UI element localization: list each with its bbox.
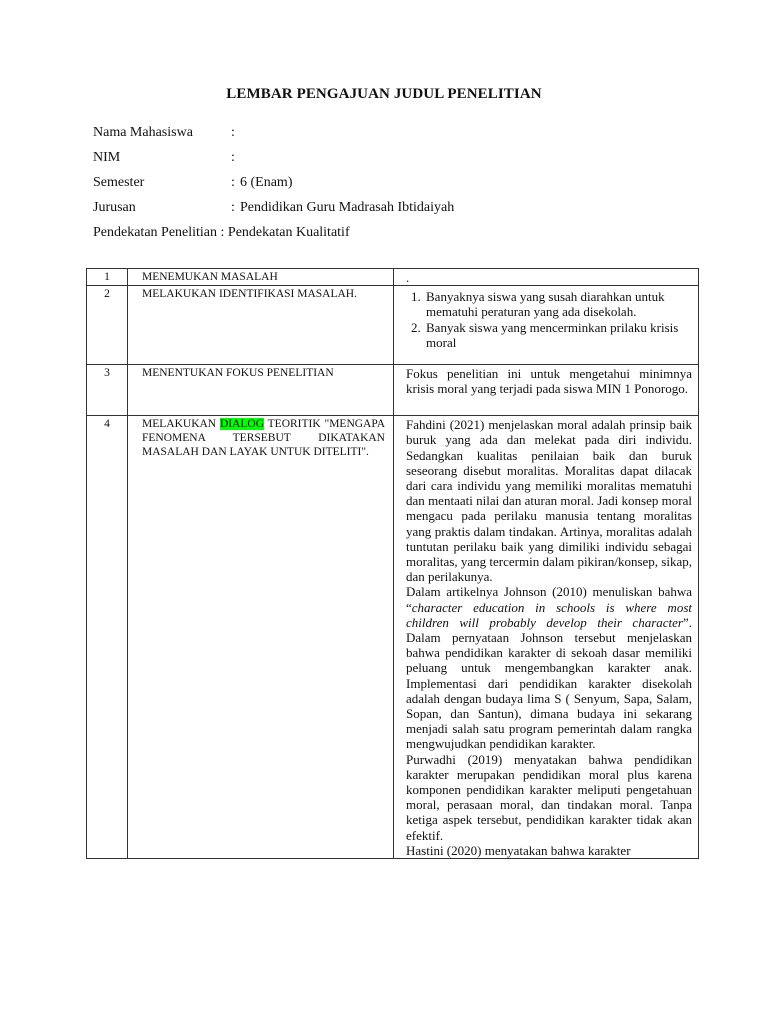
table-row — [87, 286, 699, 365]
paragraph: Fahdini (2021) menjelaskan moral adalah prinsip baik buruk yang ada dan melekat pada diri individu. Sedangkan kualitas penilaian baik dan buruk seseorang disebut moralitas. Moralitas dapat dilacak dari cara individu yang memiliki moralitas mematuhi dan mentaati nilai dan aturan moral. Jadi konsep moral mengacu pada perilaku manusia tentang moralitas yang praktis dalam tindakan. Artinya, moralitas adalah tuntutan perilaku baik yang dimiliki individu sebagai moralitas, yang tercermin dalam pikiran/konsep, sikap, dan perilakunya. — [406, 417, 692, 585]
info-label: Nama Mahasiswa — [93, 125, 193, 140]
info-colon: : — [231, 175, 235, 190]
step-content: Fokus penelitian ini untuk mengetahui minimnya krisis moral yang terjadi pada siswa MIN 1 Ponorogo. — [394, 365, 699, 416]
paragraph: Hastini (2020) menyatakan bahwa karakter — [406, 842, 631, 858]
table-row — [87, 416, 699, 859]
info-colon: : — [231, 150, 235, 165]
paragraph-text: Dalam artikelnya Johnson (2010) menuliskan bahwa “ — [406, 584, 692, 615]
info-label: NIM — [93, 150, 121, 165]
info-value: 6 (Enam) — [240, 175, 293, 190]
info-label: Pendekatan Penelitian — [93, 225, 218, 240]
row-number: 4 — [87, 416, 128, 859]
row-number: 1 — [87, 269, 128, 286]
paragraph: Purwadhi (2019) menyatakan bahwa pendidikan karakter merupakan pendidikan moral plus karena komponen pendidikan karakter meliputi pengetahuan moral, perasaan moral, dan tindakan moral. Tanpa ketiga aspek tersebut, pendidikan karakter tidak akan efektif. — [406, 751, 692, 843]
problem-list — [400, 289, 692, 350]
quote-text: character education in schools is where most children will probably develop their character — [406, 599, 692, 630]
info-row-pendekatan — [93, 224, 593, 249]
step-label: MENEMUKAN MASALAH — [128, 269, 394, 286]
list-item: 2. Banyak siswa yang mencerminkan prilaku krisis moral — [424, 320, 692, 350]
info-label: Jurusan — [93, 200, 136, 215]
highlighted-word: DIALOG — [219, 418, 265, 431]
document-title: LEMBAR PENGAJUAN JUDUL PENELITIAN — [226, 86, 542, 102]
table-row — [87, 365, 699, 416]
step-content — [394, 286, 699, 365]
paragraph — [406, 584, 692, 751]
research-steps-table — [86, 268, 699, 859]
info-row-nim — [93, 149, 593, 174]
table-row — [87, 269, 699, 286]
step-content — [394, 416, 699, 859]
info-row-jurusan — [93, 199, 593, 224]
step-content: . — [394, 269, 699, 286]
row-number: 2 — [87, 286, 128, 365]
step-label: MELAKUKAN IDENTIFIKASI MASALAH. — [128, 286, 394, 365]
list-item: 1. Banyaknya siswa yang susah diarahkan untuk mematuhi peraturan yang ada disekolah. — [424, 289, 692, 319]
step-label: MENENTUKAN FOKUS PENELITIAN — [128, 365, 394, 416]
info-colon: : — [220, 225, 225, 240]
info-value: Pendekatan Kualitatif — [227, 225, 350, 240]
student-info — [93, 124, 593, 249]
info-label: Semester — [93, 175, 145, 190]
info-colon: : — [231, 200, 235, 215]
paragraph-text: ”. Dalam pernyataan Johnson tersebut menjelaskan bahwa pendidikan karakter di sekoah dasar memiliki peluang untuk mengembangkan karakter anak. Implementasi dari pendidikan karakter disekolah adalah dengan budaya lima S ( Senyum, Sapa, Salam, Sopan, dan Santun), dimana budaya ini sekarang menjadi salah satu program pemerintah dalam rangka mengwujudkan pendidikan karakter. — [406, 614, 692, 752]
info-value: Pendidikan Guru Madrasah Ibtidaiyah — [240, 200, 455, 215]
step-text: TEORITIK "MENGAPA FENOMENA TERSEBUT DIKATAKAN MASALAH DAN LAYAK UNTUK DITELITI". — [142, 418, 386, 459]
step-text: MELAKUKAN — [142, 418, 220, 431]
row-number: 3 — [87, 365, 128, 416]
step-label — [128, 416, 394, 859]
info-colon: : — [231, 125, 235, 140]
info-row-nama — [93, 124, 593, 149]
info-row-semester — [93, 174, 593, 199]
